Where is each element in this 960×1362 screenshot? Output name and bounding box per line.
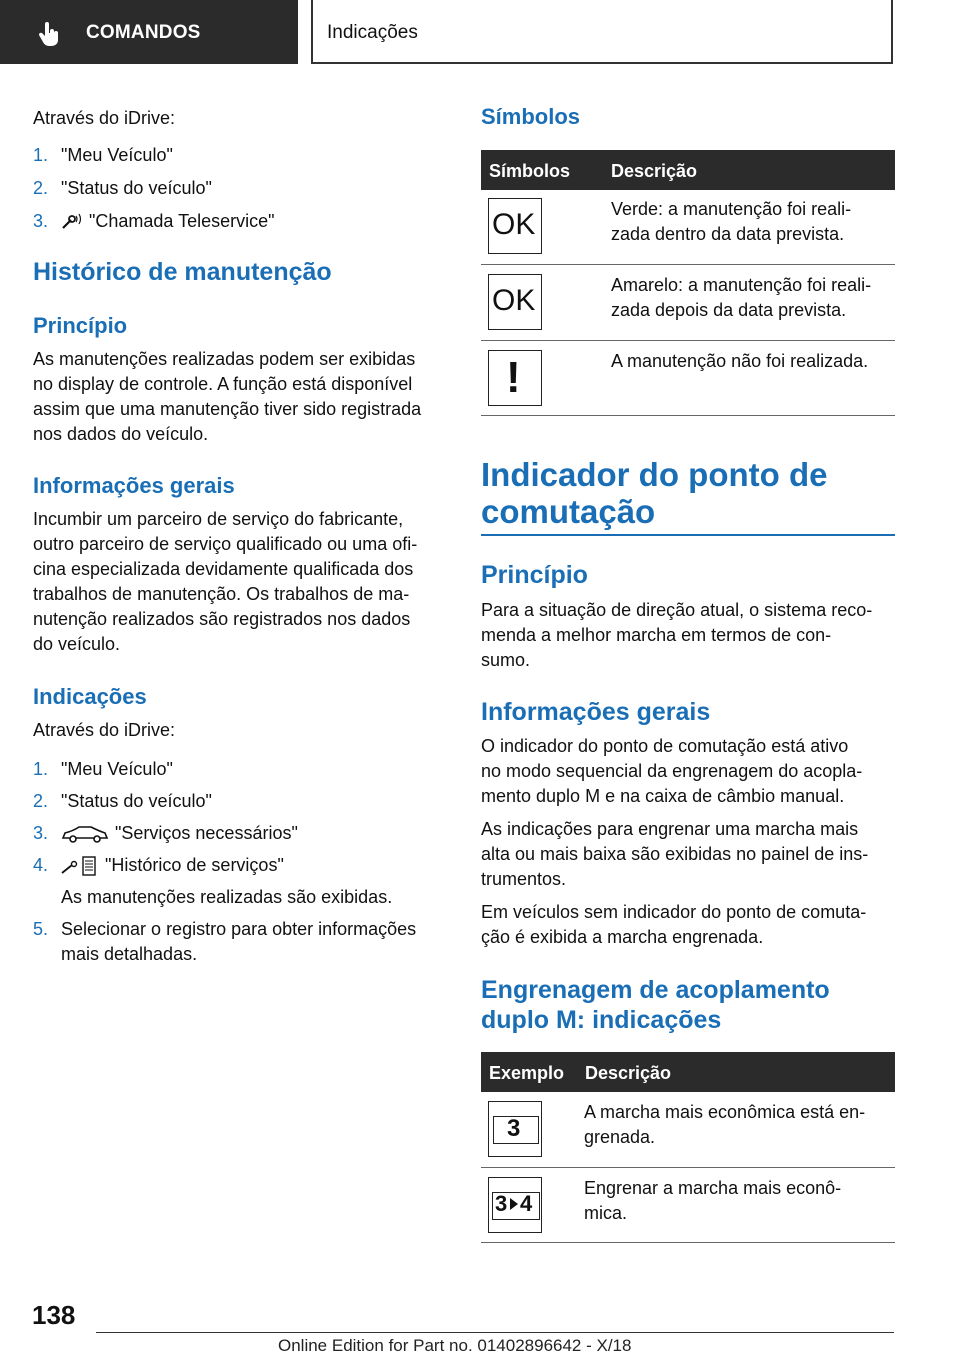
heading-principio: Princípio (33, 313, 128, 338)
intro-text: Através do iDrive: (33, 720, 176, 740)
paragraph: O indicador do ponto de comutação está ativo no modo sequencial da engrenagem do acopla- mento duplo M e na caixa de câmbio manual. (481, 736, 863, 806)
row-divider (481, 340, 895, 341)
list-number: 1. (33, 145, 49, 165)
row-divider (481, 1242, 895, 1243)
page-number: 138 (32, 1300, 76, 1330)
list-text: "Status do veículo" (61, 178, 212, 198)
heading-indicador: Indicador do ponto de comutação (481, 456, 828, 530)
paragraph: As manutenções realizadas podem ser exibidas no display de controle. A função está disponível assim que uma manutenção tiver sido registrada nos dados do veículo. (33, 349, 422, 444)
page-title-bar (311, 0, 893, 64)
table-header: Exemplo Descrição (481, 1052, 895, 1092)
footer-edition: Online Edition for Part no. 01402896642 - X/18 (278, 1336, 632, 1355)
table-header: Símbolos Descrição (481, 150, 895, 190)
hand-pointer-icon (38, 22, 62, 48)
page-title: Indicações (327, 22, 418, 43)
car-icon (61, 825, 109, 843)
list-number: 2. (33, 178, 49, 198)
wrench-call-icon (61, 213, 83, 231)
list-text: "Chamada Teleservice" (89, 211, 275, 231)
paragraph: Incumbir um parceiro de serviço do fabricante, outro parceiro de serviço qualificado ou uma ofi- cina especializada devidamente qualificada dos trabalhos de manutenção. Os trabalhos de ma- nutenção realizados são registrados nos dados do veículo. (33, 509, 418, 654)
paragraph: Para a situação de direção atual, o sistema reco- menda a melhor marcha em termos de con- sumo. (481, 600, 873, 670)
heading-info-gerais: Informações gerais (481, 698, 711, 726)
table-cell: Engrenar a marcha mais econô- mica. (584, 1178, 842, 1223)
upshift-indicator-icon: 3 4 (488, 1177, 542, 1233)
heading-engrenagem: Engrenagem de acoplamento duplo M: indicações (481, 976, 830, 1034)
footer-rule (96, 1332, 894, 1333)
exclamation-icon: ! (488, 350, 542, 406)
heading-info-gerais: Informações gerais (33, 473, 235, 498)
table-cell: A manutenção não foi realizada. (611, 351, 869, 371)
heading-indicacoes: Indicações (33, 684, 147, 709)
row-divider (481, 415, 895, 416)
section-tab (0, 0, 298, 64)
table-cell: Amarelo: a manutenção foi reali- zada depois da data prevista. (611, 275, 872, 320)
table-cell: Verde: a manutenção foi reali- zada dentro da data prevista. (611, 199, 852, 244)
ok-green-icon: OK (488, 198, 542, 254)
arrow-right-icon (509, 1197, 519, 1211)
section-label: COMANDOS (86, 22, 201, 43)
row-divider (481, 1167, 895, 1168)
ok-yellow-icon: OK (488, 274, 542, 330)
list-number: 3. (33, 211, 49, 231)
list-text: "Meu Veículo" (61, 145, 173, 165)
heading-rule (481, 534, 895, 536)
paragraph: As indicações para engrenar uma marcha mais alta ou mais baixa são exibidas no painel de ins- trumentos. (481, 819, 869, 889)
service-history-icon (61, 855, 99, 877)
paragraph: Em veículos sem indicador do ponto de comuta- ção é exibida a marcha engrenada. (481, 902, 867, 947)
gear-indicator-icon: 3 (488, 1101, 542, 1157)
heading-simbolos: Símbolos (481, 104, 581, 129)
intro-text: Através do iDrive: (33, 108, 176, 128)
heading-historico: Histórico de manutenção (33, 258, 332, 286)
table-cell: A marcha mais econômica está en- grenada. (584, 1102, 866, 1147)
heading-principio: Princípio (481, 561, 588, 589)
row-divider (481, 264, 895, 265)
